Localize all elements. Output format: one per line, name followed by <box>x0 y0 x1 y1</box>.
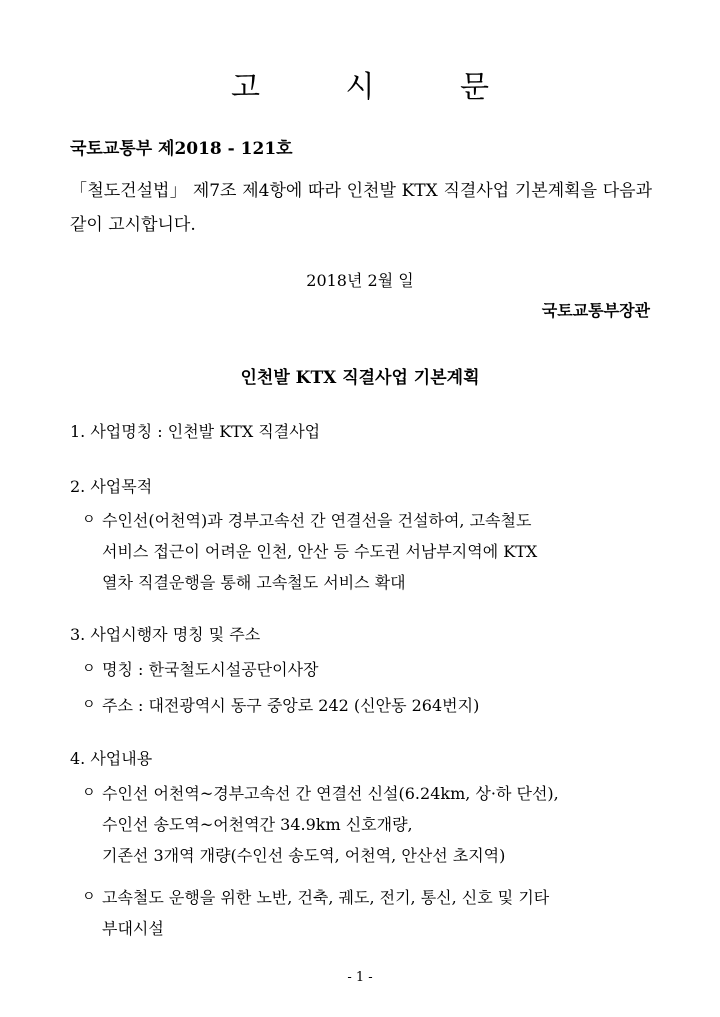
issuer: 국토교통부장관 <box>541 301 650 320</box>
bullet-line: 고속철도 운행을 위한 노반, 건축, 궤도, 전기, 통신, 신호 및 기타 <box>102 888 550 907</box>
bullet-item <box>82 690 652 721</box>
page-number: - 1 - <box>347 970 373 985</box>
bullet-mark: ㅇ <box>82 512 96 528</box>
bullet-item <box>82 505 652 598</box>
bullet-item <box>82 882 652 944</box>
bullet-line: 명칭 : 한국철도시설공단이사장 <box>102 660 319 679</box>
page-title: 고 시 문 <box>230 70 527 105</box>
bullet-item <box>82 778 652 871</box>
bullet-line: 주소 : 대전광역시 동구 중앙로 242 (신안동 264번지) <box>102 696 480 715</box>
section-heading: 3. 사업시행자 명칭 및 주소 <box>70 625 261 644</box>
bullet-line: 수인선 송도역~어천역간 34.9km 신호개량, <box>102 815 413 834</box>
bullet-mark: ㅇ <box>82 661 96 677</box>
bullet-line: 열차 직결운행을 통해 고속철도 서비스 확대 <box>102 573 406 592</box>
intro-paragraph: 「철도건설법」 제7조 제4항에 따라 인천발 KTX 직결사업 기본계획을 다음과 같이 고시합니다. <box>70 181 652 235</box>
bullet-mark: ㅇ <box>82 785 96 801</box>
bullet-mark: ㅇ <box>82 697 96 713</box>
bullet-line: 부대시설 <box>102 919 164 938</box>
bullet-line: 수인선(어천역)과 경부고속선 간 연결선을 건설하여, 고속철도 <box>102 511 532 530</box>
plan-subtitle: 인천발 KTX 직결사업 기본계획 <box>240 368 480 388</box>
bullet-line: 서비스 접근이 어려운 인천, 안산 등 수도권 서남부지역에 KTX <box>102 542 538 561</box>
section-heading: 1. 사업명칭 : 인천발 KTX 직결사업 <box>70 422 321 441</box>
bullet-item <box>82 654 652 685</box>
bullet-mark: ㅇ <box>82 889 96 905</box>
document-number: 국토교통부 제2018 - 121호 <box>70 139 293 159</box>
bullet-line: 수인선 어천역~경부고속선 간 연결선 신설(6.24km, 상·하 단선), <box>102 784 559 803</box>
section-heading: 2. 사업목적 <box>70 477 153 496</box>
bullet-line: 기존선 3개역 개량(수인선 송도역, 어천역, 안산선 초지역) <box>102 846 506 865</box>
notice-date: 2018년 2월 일 <box>306 271 414 290</box>
section-heading: 4. 사업내용 <box>70 749 153 768</box>
